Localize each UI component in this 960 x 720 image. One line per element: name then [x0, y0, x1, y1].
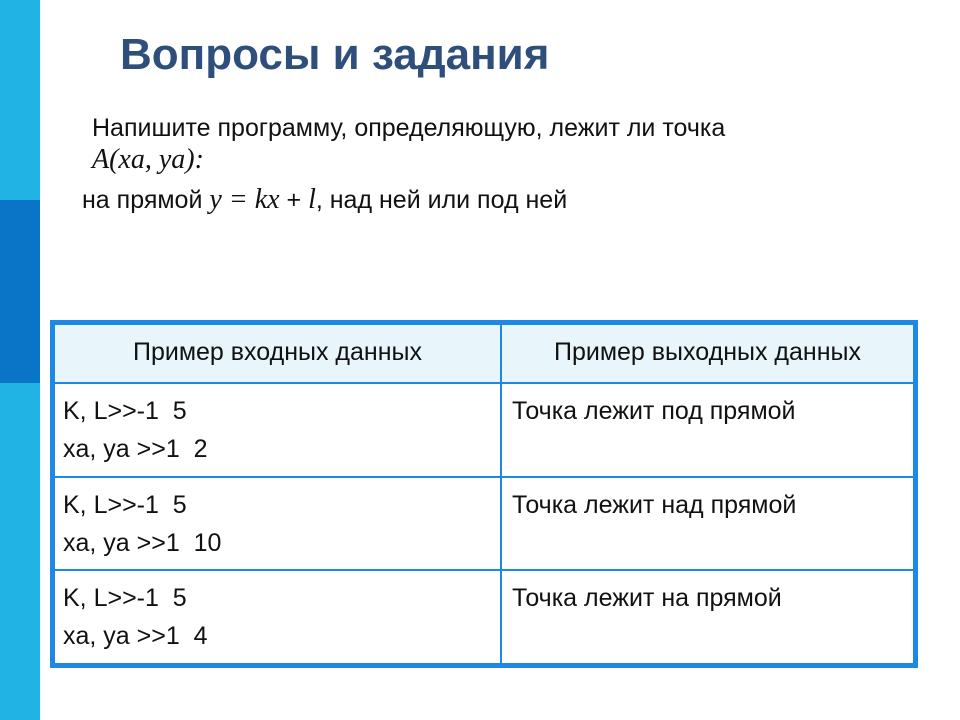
equation-plus: + — [279, 186, 309, 214]
task-line3-suffix: , над ней или под ней — [315, 186, 568, 214]
examples-table-frame — [50, 320, 918, 668]
equation-kx: kx — [254, 184, 280, 215]
output-cell: Точка лежит над прямой — [501, 477, 914, 571]
input-line-kl: K, L>>-1 5 — [63, 490, 187, 519]
input-line-xaya: xa, ya >>1 10 — [63, 528, 222, 557]
input-line-xaya: xa, ya >>1 4 — [63, 622, 208, 651]
output-cell: Точка лежит на прямой — [501, 570, 914, 664]
side-accent-bar-highlight — [0, 200, 40, 383]
equation-l: l — [308, 184, 316, 215]
examples-table — [53, 323, 915, 665]
output-cell: Точка лежит под прямой — [501, 383, 914, 477]
task-text-line1: Напишите программу, определяющую, лежит ли точка — [92, 114, 726, 142]
input-line-kl: K, L>>-1 5 — [63, 584, 187, 613]
header-input: Пример входных данных — [54, 324, 501, 383]
input-cell — [54, 383, 501, 477]
equation-equals: = — [221, 184, 255, 215]
table-header-row — [54, 324, 914, 383]
input-cell — [54, 570, 501, 664]
slide-title: Вопросы и задания — [120, 30, 550, 79]
input-cell — [54, 477, 501, 571]
header-output: Пример выходных данных — [501, 324, 914, 383]
equation-y: y — [209, 184, 222, 215]
task-point: A(xa, ya): — [92, 144, 204, 175]
table-row — [54, 383, 914, 477]
table-row — [54, 477, 914, 571]
input-line-xaya: xa, ya >>1 2 — [63, 435, 208, 463]
task-line3-prefix: на прямой — [82, 186, 210, 214]
table-row — [54, 570, 914, 664]
input-line-kl: K, L>>-1 5 — [63, 397, 187, 425]
task-text-line3 — [82, 184, 567, 216]
